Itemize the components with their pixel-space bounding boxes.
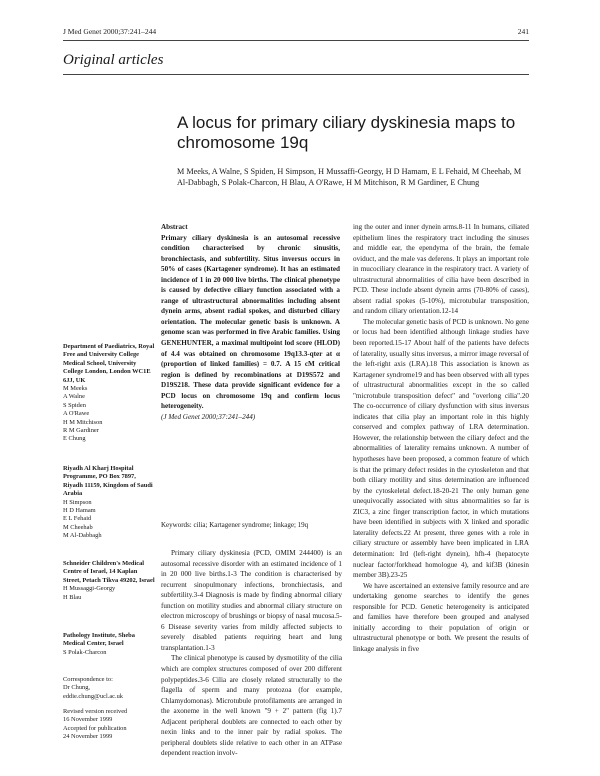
body-paragraph: ing the outer and inner dynein arms.8-11 In humans, ciliated epithelium lines the respiratory tract including the sinuses and middle ear, the ependyma of the brain, the female oviduct, and the male vas deferens. It plays an important role in mucociliary clearance in the respiratory tract. A variety of ultrastructural abnormalities of cilia have been described in PCD. These include absent dynein arms (70-80% of cases), absent radial spokes (5-10%), microtubular transposition, and random ciliary orientation.12-14 xyxy=(353,223,529,316)
article-dates xyxy=(63,708,155,742)
abstract-heading: Abstract xyxy=(161,223,188,231)
affiliation-institution: Pathology Institute, Sheba Medical Center, Israel xyxy=(63,632,135,648)
author-list: M Meeks, A Walne, S Spiden, H Simpson, H Mussaffi-Georgy, H D Hamam, E L Fehaid, M Cheehab, M Al-Dabbagh, S Polak-Charcon, H Blau, A O'Rawe, H M Mitchison, R M Gardiner, E Chung xyxy=(177,167,522,188)
affiliation-sheba xyxy=(63,632,155,657)
affiliation-person: M Cheehab xyxy=(63,523,93,531)
affiliation-ucl xyxy=(63,343,155,444)
affiliation-person: E L Fehaid xyxy=(63,515,92,523)
page-number: 241 xyxy=(517,27,529,36)
affiliation-person: H D Hamam xyxy=(63,507,96,515)
section-rule xyxy=(63,74,529,75)
affiliation-person: S Polak-Charcon xyxy=(63,648,107,656)
affiliation-person: H Blau xyxy=(63,593,82,601)
date-value: 16 November 1999 xyxy=(63,716,113,724)
date-value: 24 November 1999 xyxy=(63,733,113,741)
correspondence xyxy=(63,676,155,701)
affiliation-institution: Schneider Children's Medical Centre of Israel, 14 Kaplan Street, Petach Tikva 49202, Israel xyxy=(63,560,155,584)
affiliation-person: M Meeks xyxy=(63,385,88,393)
correspondence-email: eddie.chung@ucl.ac.uk xyxy=(63,692,124,700)
body-paragraph: The clinical phenotype is caused by dysmotility of the cilia which are complex structures composed of over 200 different polypeptides.3-6 Cilia are closely related structurally to the flagella of sperm and many protozoa (for example, Chlamydomonas). Microtubule protofilaments are arranged in the axoneme in the well known "9 + 2" pattern (fig 1).7 Adjacent peripheral doublets are connected to each other by nexin links and to the inner pair by radial spokes. The peripheral doublets slide relative to each other in an ATPase dependent reaction involv- xyxy=(161,654,342,758)
body-paragraph: Primary ciliary dyskinesia (PCD, OMIM 244400) is an autosomal recessive disorder with an estimated incidence of 1 in 20 000 live births.1-3 The condition is characterised by recurrent sinopulmonary infections, bronchiectasis, and subfertility.3-4 Diagnosis is made by finding abnormal ciliary function on motility studies and abnormal ciliary structure on electron microscopy of brushings or biopsy of nasal mucosa.5-6 Disease severity varies from mildly affected subjects to severely disabled patients requiring heart and lung transplantation.1-3 xyxy=(161,549,342,652)
affiliation-person: E Chung xyxy=(63,435,86,443)
date-label: Accepted for publication xyxy=(63,724,127,732)
affiliation-person: S Spiden xyxy=(63,401,86,409)
affiliation-institution: Riyadh Al Kharj Hospital Programme, PO Box 7897, Riyadh 11159, Kingdom of Saudi Arabia xyxy=(63,465,153,498)
affiliation-institution: Department of Paediatrics, Royal Free and University College Medical School, University College London, London WC1E 6JJ, UK xyxy=(63,343,155,384)
affiliation-schneider xyxy=(63,560,155,602)
abstract-citation: (J Med Genet 2000;37:241–244) xyxy=(161,412,256,421)
body-paragraph: We have ascertained an extensive family resource and are undertaking genome searches to identify the genes responsible for PCD. Genetic heterogeneity is anticipated and families have therefore been grouped and analysed initially according to their population of origin or ultrastructural phenotype or both. We present the results of linkage analysis in five xyxy=(353,581,529,653)
affiliation-person: H Mussaggi-Georgy xyxy=(63,585,116,593)
body-paragraph: The molecular genetic basis of PCD is unknown. No gene or locus had been identified although linkage studies have been reported.15-17 About half of the patients have defects of laterality, usually situs inversus, a mirror image reversal of the left-right axis (LRA).18 This association is known as Kartagener syndrome19 and has been observed with all types of ultrastructural abnormalities except in the so called "microtubule transposition defect" and "overlong cilia".20 The co-occurrence of ciliary dysfunction with situs inversus indicates that cilia play an important role in this highly conserved and complex pathway of LRA determination. However, the relationship between the ciliary defect and the abnormalities of laterality remains unknown. A number of hypotheses have been proposed, a common feature of which is that the primary defect resides in the cytoskeleton and that both ciliary motility and situs determination are influenced by the cytoskeletal defect.18-20-21 The only human gene unequivocally associated with situs abnormalities so far is ZIC3, a zinc finger transcription factor, in which mutations have been identified in subjects with X linked and sporadic laterality defects.22 At present, three genes with a role in ciliary structure or assembly have been implicated in LRA determination: Ird (left-right dynein), hfh-4 (hepatocyte nuclear factor/forkhead homologue 4), and kif3B (kinesin member 3B).23-25 xyxy=(353,317,529,580)
abstract-text: Primary ciliary dyskinesia is an autosomal recessive condition characterised by chronic sinusitis, bronchiectasis, and subfertility. Situs inversus occurs in 50% of cases (Kartagener syndrome). It has an estimated incidence of 1 in 20 000 live births. The clinical phenotype is caused by defective ciliary function associated with a range of ultrastructural abnormalities including absent dynein arms, absent radial spokes, and disturbed ciliary orientation. The molecular genetic basis is unknown. A genome scan was performed in five Arabic families. Using GENEHUNTER, a maximal multipoint lod score (HLOD) of 4.4 was obtained on chromosome 19q13.3-qter at α (proportion of linked families) = 0.7. A 15 cM critical region is defined by recombinations at D19S572 and D19S218. These data provide significant evidence for a PCD locus on chromosome 19q and confirm locus heterogeneity. xyxy=(161,233,340,411)
keywords: Keywords: cilia; Kartagener syndrome; linkage; 19q xyxy=(161,521,309,529)
header-rule xyxy=(63,40,529,41)
affiliation-person: R M Gardiner xyxy=(63,427,99,435)
abstract xyxy=(161,222,340,422)
affiliation-person: H M Mitchison xyxy=(63,418,103,426)
affiliation-person: H Simpson xyxy=(63,498,92,506)
affiliation-person: A Walne xyxy=(63,393,85,401)
section-title: Original articles xyxy=(63,52,164,68)
journal-citation: J Med Genet 2000;37:241–244 xyxy=(63,27,157,36)
correspondence-label: Correspondence to: xyxy=(63,676,113,683)
article-title: A locus for primary ciliary dyskinesia maps to chromosome 19q xyxy=(177,113,516,152)
body-column-right xyxy=(353,222,529,654)
affiliation-person: A O'Rawe xyxy=(63,410,90,418)
affiliation-person: M Al-Dabbagh xyxy=(63,532,102,540)
body-column-left xyxy=(161,548,342,759)
correspondence-name: Dr Chung, xyxy=(63,684,90,692)
running-head xyxy=(63,27,529,36)
date-label: Revised version received xyxy=(63,708,128,715)
affiliation-riyadh xyxy=(63,465,155,541)
